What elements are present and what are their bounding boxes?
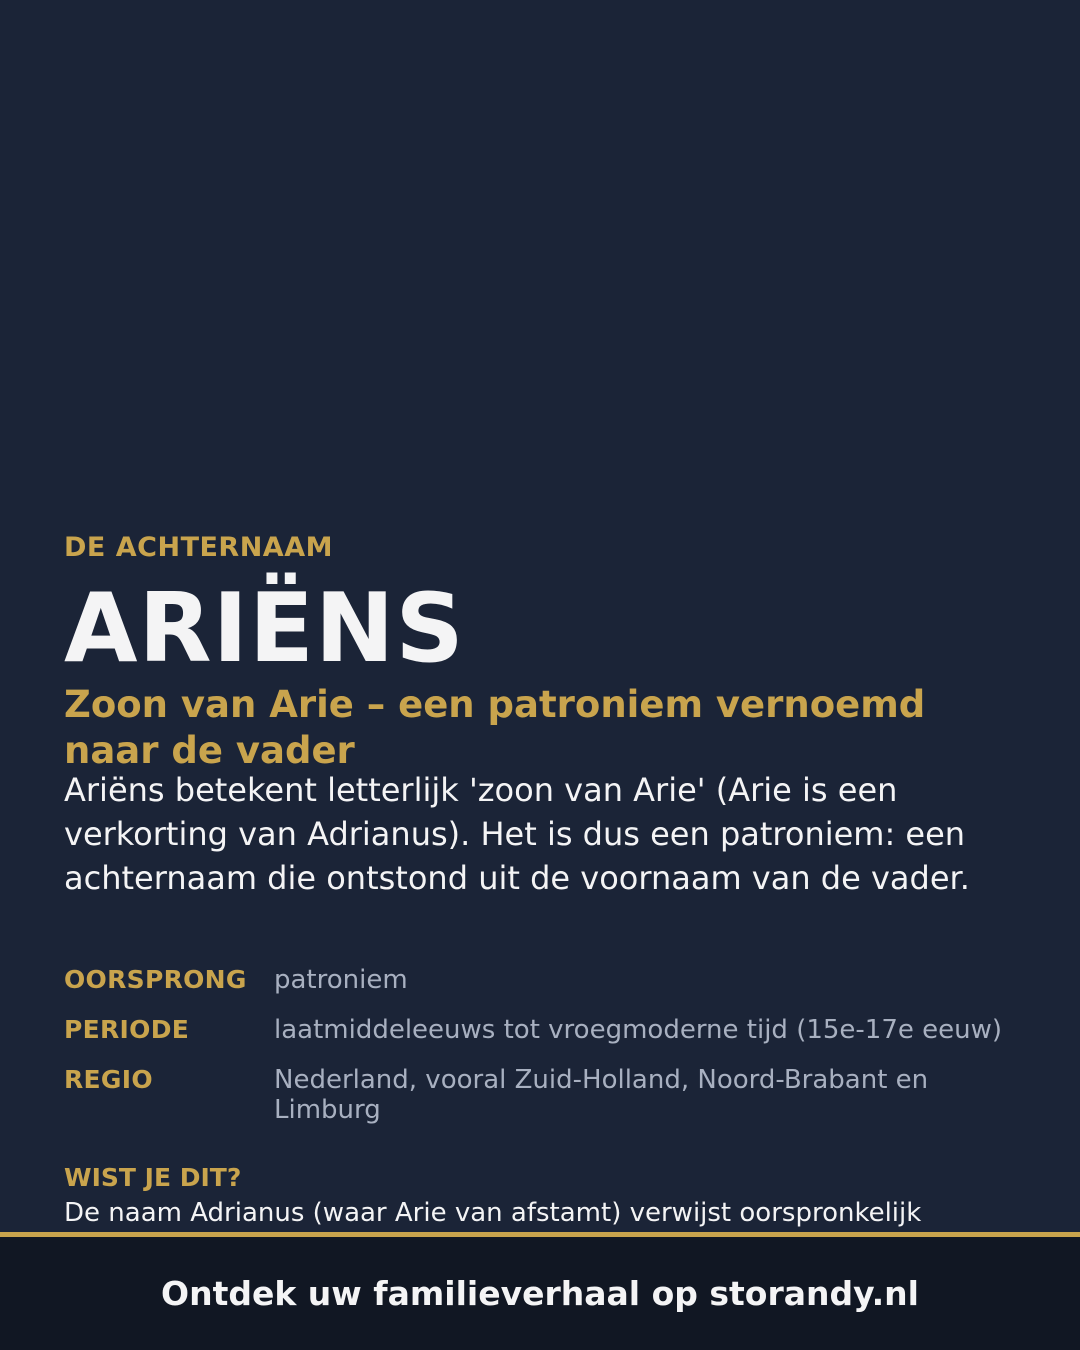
eyebrow-label: DE ACHTERNAAM — [64, 532, 333, 563]
surname-subtitle: Zoon van Arie – een patroniem vernoemd naar de vader — [64, 683, 926, 772]
fact-label: REGIO — [64, 1065, 153, 1094]
fact-label: OORSPRONG — [64, 965, 247, 994]
fact-label: PERIODE — [64, 1015, 190, 1044]
surname-title: ARIËNS — [64, 574, 465, 684]
fact-row-origin — [64, 963, 1016, 997]
fact-value: laatmiddeleeuws tot vroegmoderne tijd (15e-17e eeuw) — [274, 1015, 1003, 1045]
fact-row-region — [64, 1063, 1016, 1125]
fact-value: Nederland, vooral Zuid-Holland, Noord-Brabant en Limburg — [274, 1065, 929, 1125]
facts-list — [64, 963, 1016, 1141]
tip-text: De naam Adrianus (waar Arie van afstamt) verwijst oorspronkelijk — [64, 1198, 922, 1228]
tip-label: WIST JE DIT? — [64, 1163, 242, 1192]
fact-row-period — [64, 1013, 1016, 1047]
fact-value: patroniem — [274, 965, 408, 995]
surname-card — [64, 0, 1016, 1232]
surname-description: Ariëns betekent letterlijk 'zoon van Arie' (Arie is een verkorting van Adrianus). Het is dus een patroniem: een achternaam die ontstond uit de voornaam van de vader. — [64, 771, 970, 897]
footer-banner[interactable] — [0, 1232, 1080, 1350]
footer-cta-link[interactable]: Ontdek uw familieverhaal op storandy.nl — [161, 1274, 919, 1313]
